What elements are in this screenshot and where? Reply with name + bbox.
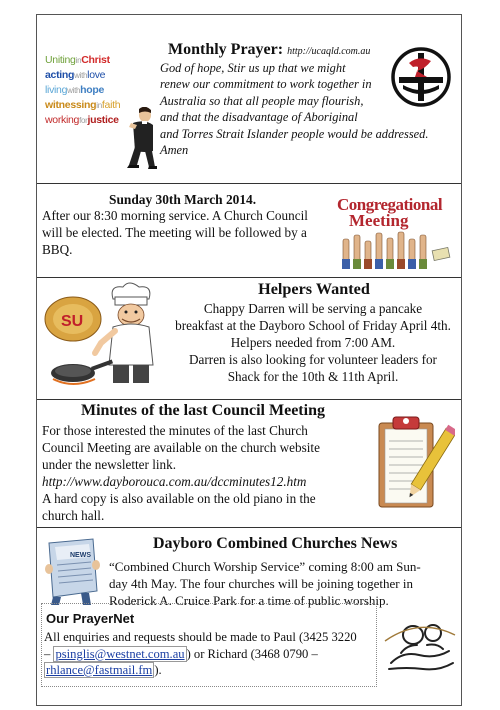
helpers-line: Chappy Darren will be serving a pancake — [203, 301, 423, 316]
uniting-word: for — [79, 116, 88, 125]
congregational-graphic-title: Congregational — [337, 195, 443, 214]
minutes-line: A hard copy is also available on the old piano in the — [42, 491, 316, 506]
praying-figure-icon — [125, 107, 159, 169]
uniting-in-christ-graphic — [45, 53, 125, 128]
prayernet-dash: – — [44, 646, 54, 661]
minutes-line: For those interested the minutes of the last Church — [42, 423, 308, 438]
prayer-title-row — [168, 41, 388, 59]
prayer-line: Australia so that all people may flourish, — [160, 93, 364, 108]
meeting-line: After our 8:30 morning service. A Church Council — [42, 208, 308, 223]
helpers-wanted-section — [37, 277, 461, 399]
uniting-word: Christ — [81, 54, 110, 66]
council-minutes-section — [37, 399, 461, 527]
meeting-line: will be elected. The meeting will be followed by a — [42, 225, 307, 240]
uniting-word: hope — [80, 84, 105, 96]
uniting-word: in — [96, 101, 102, 110]
prayernet-text — [44, 629, 376, 679]
prayer-line: God of hope, Stir us up that we might — [160, 61, 346, 75]
uniting-word: love — [87, 69, 106, 81]
minutes-line: under the newsletter link. — [42, 457, 177, 472]
prayernet-line — [44, 646, 376, 663]
prayernet-line: All enquiries and requests should be made to Paul (3425 3220 — [44, 630, 357, 644]
uniting-word: with — [67, 86, 81, 95]
uniting-word: faith — [101, 99, 121, 111]
minutes-line: church hall. — [42, 508, 105, 523]
raised-hands-icon — [339, 229, 451, 271]
uniting-word: working — [45, 114, 80, 126]
prayer-line: and that the disadvantage of Aboriginal — [160, 110, 358, 125]
uniting-word: in — [75, 56, 82, 65]
meeting-date: Sunday 30th March 2014. — [109, 192, 257, 207]
uniting-word: living — [45, 84, 68, 96]
prayernet-line — [44, 662, 376, 679]
minutes-url[interactable]: http://www.dayborouca.com.au/dccminutes12.htm — [42, 474, 307, 489]
newspaper-reader-icon — [43, 535, 103, 607]
praying-hands-icon — [383, 611, 457, 677]
paul-email-link[interactable]: psinglis@westnet.com.au — [55, 646, 185, 661]
minutes-text — [42, 422, 362, 524]
minutes-title: Minutes of the last Council Meeting — [81, 402, 325, 419]
uniting-word: witnessing — [45, 99, 97, 111]
helpers-title: Helpers Wanted — [258, 280, 370, 298]
meeting-line: BBQ. — [42, 242, 73, 257]
prayernet-mid-text: ) or Richard (3468 0790 – — [186, 646, 318, 661]
churches-title: Dayboro Combined Churches News — [153, 535, 398, 552]
churches-text — [109, 558, 461, 609]
prayer-title: Monthly Prayer: — [168, 41, 284, 58]
monthly-prayer-section — [37, 15, 461, 183]
churches-line: day 4th May. The four churches will be joining together in — [109, 576, 413, 591]
minutes-line: Council Meeting are available on the church website — [42, 440, 320, 455]
prayer-line: and Torres Strait Islander people would be addressed. — [160, 126, 429, 141]
congregational-meeting-section — [37, 183, 461, 277]
churches-line: Roderick A. Cruice Park for a time of public worship. — [109, 593, 389, 608]
meeting-graphic-title: Meeting — [349, 211, 409, 230]
prayernet-title: Our PrayerNet — [46, 611, 135, 626]
chef-cooking-pancake-icon — [43, 281, 163, 393]
prayernet-end-text: ). — [154, 663, 162, 677]
clipboard-pencil-icon — [375, 411, 455, 515]
helpers-line: Darren is also looking for volunteer leaders for — [189, 352, 437, 367]
helpers-line: Helpers needed from 7:00 AM. — [230, 335, 396, 350]
uniting-church-logo-icon — [391, 47, 451, 107]
prayer-line: renew our commitment to work together in — [160, 77, 372, 92]
prayernet-box — [41, 603, 377, 687]
uniting-word: acting — [45, 69, 75, 81]
uniting-word: with — [74, 71, 88, 80]
uniting-word: Uniting — [45, 54, 76, 66]
helpers-line: breakfast at the Dayboro School of Friday April 4th. — [175, 318, 451, 333]
newsletter-page — [36, 14, 462, 706]
helpers-line: Shack for the 10th & 11th April. — [227, 369, 399, 384]
richard-email-link[interactable]: rhlance@fastmail.fm — [46, 663, 153, 677]
uniting-word: justice — [87, 114, 119, 126]
news-label: NEWS — [70, 552, 91, 559]
churches-line: “Combined Church Worship Service” coming 8:00 am Sun- — [109, 559, 421, 574]
prayer-url[interactable]: http://ucaqld.com.au — [287, 46, 371, 57]
congregational-meeting-graphic — [337, 193, 455, 271]
prayer-line: Amen — [160, 143, 189, 158]
meeting-text — [42, 207, 342, 258]
helpers-text — [165, 300, 461, 385]
su-pan-text: SU — [61, 313, 84, 330]
